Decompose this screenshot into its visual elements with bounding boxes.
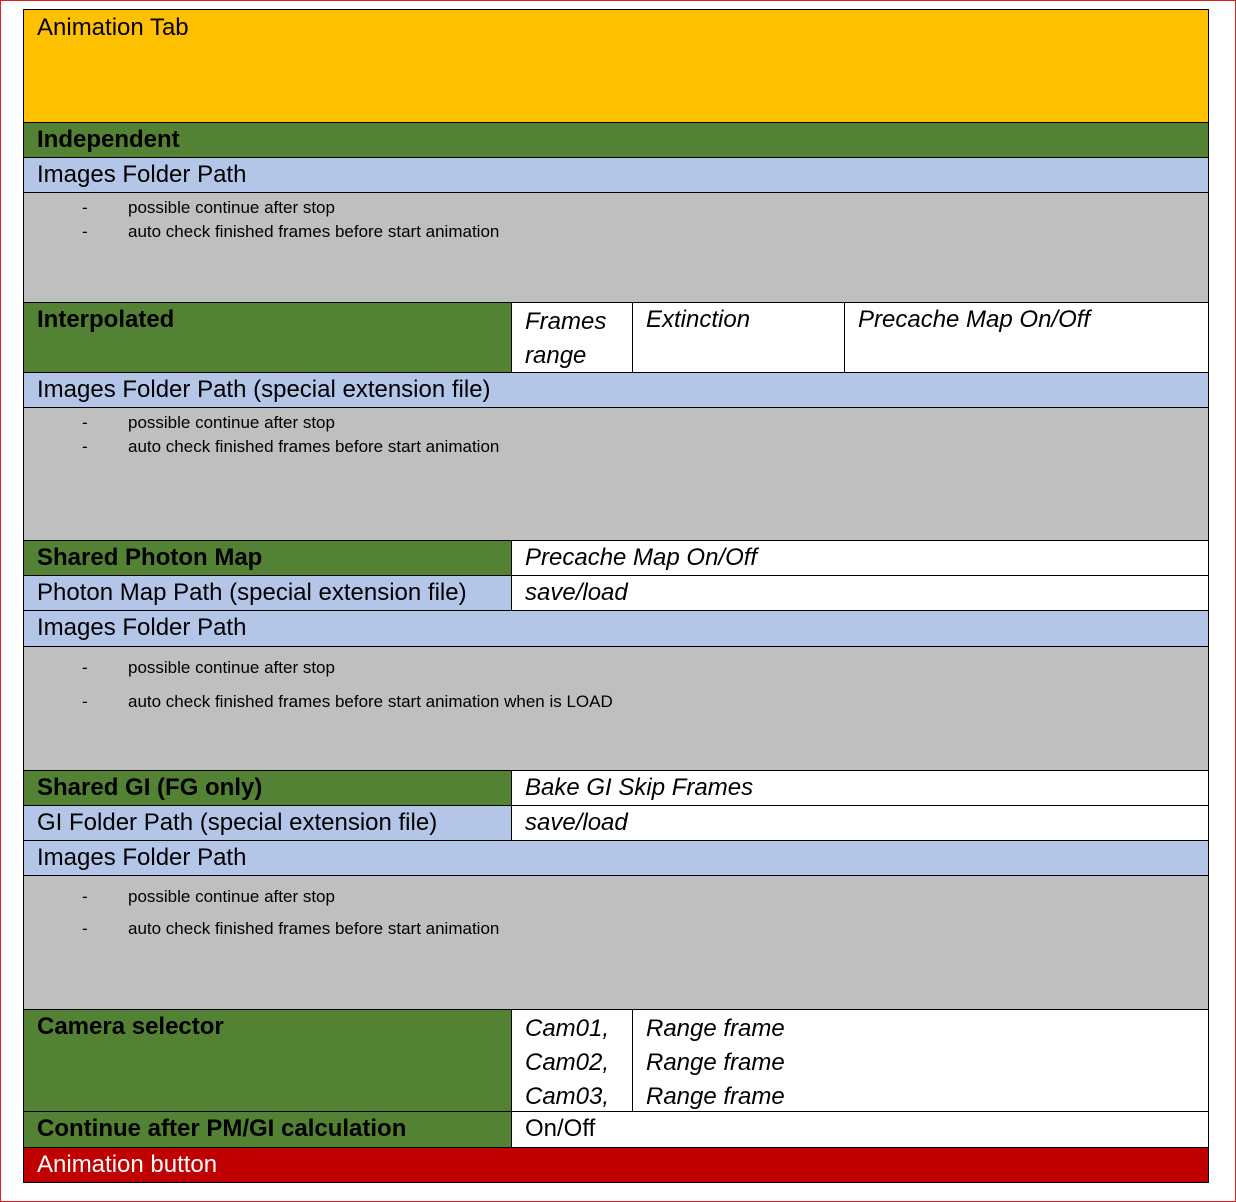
continue-label: Continue after PM/GI calculation: [37, 1115, 407, 1142]
title-row: [23, 9, 1209, 123]
continue-row: [23, 1111, 1209, 1148]
extinction-cell: [632, 302, 845, 373]
continue-label-cell: [23, 1111, 512, 1148]
interpolated-images-row: [23, 372, 1209, 408]
shared-gi-row: [23, 770, 1209, 806]
shared-photon-precache-cell: [511, 540, 1209, 576]
frames-range: Frames range: [525, 308, 607, 369]
shared-photon-images-path: Images Folder Path: [37, 614, 247, 641]
range-frame-item: Range frame: [646, 1015, 785, 1042]
gi-save-load-cell: [511, 805, 1209, 841]
shared-photon-precache: Precache Map On/Off: [525, 544, 758, 571]
shared-photon-header-cell: [23, 540, 512, 576]
gi-path-cell: [23, 805, 512, 841]
independent-notes: - possible continue after stop - auto check finished frames before start animation: [23, 192, 1209, 303]
camera-header-cell: [23, 1009, 512, 1112]
shared-gi-header: Shared GI (FG only): [37, 774, 263, 801]
continue-value: On/Off: [525, 1115, 596, 1142]
camera-range-cell: [632, 1009, 1209, 1112]
shared-gi-images-path: Images Folder Path: [37, 844, 247, 871]
independent-images-path: Images Folder Path: [37, 161, 247, 188]
interpolated-header: Interpolated: [37, 306, 175, 333]
gi-path: GI Folder Path (special extension file): [37, 809, 438, 836]
interpolated-row: [23, 302, 1209, 373]
interpolated-precache-cell: [844, 302, 1209, 373]
bake-gi-skip-frames: Bake GI Skip Frames: [525, 774, 754, 801]
independent-images-row: [23, 157, 1209, 193]
interpolated-notes: - possible continue after stop - auto check finished frames before start animation: [23, 407, 1209, 541]
animation-button[interactable]: [23, 1147, 1209, 1183]
photon-path-row: [23, 575, 1209, 611]
animation-button-label: Animation button: [37, 1151, 218, 1178]
camera-item: Cam01,: [525, 1015, 610, 1042]
extinction: Extinction: [646, 306, 751, 333]
frames-range-cell: [511, 302, 633, 373]
photon-path-cell: [23, 575, 512, 611]
range-frame-item: Range frame: [646, 1049, 785, 1076]
range-frame-item: Range frame: [646, 1083, 785, 1110]
independent-header-row: [23, 122, 1209, 158]
shared-photon-header: Shared Photon Map: [37, 544, 263, 571]
photon-save-load: save/load: [525, 579, 628, 606]
photon-path: Photon Map Path (special extension file): [37, 579, 467, 606]
gi-path-row: [23, 805, 1209, 841]
camera-item: Cam02,: [525, 1049, 610, 1076]
shared-photon-row: [23, 540, 1209, 576]
interpolated-images-path: Images Folder Path (special extension file): [37, 376, 491, 403]
page-title: Animation Tab: [37, 14, 189, 41]
shared-gi-images-row: [23, 840, 1209, 876]
interpolated-header-cell: [23, 302, 512, 373]
continue-value-cell: [511, 1111, 1209, 1148]
shared-gi-notes: - possible continue after stop - auto check finished frames before start animation: [23, 875, 1209, 1010]
shared-photon-images-row: [23, 610, 1209, 647]
gi-save-load: save/load: [525, 809, 628, 836]
interpolated-precache: Precache Map On/Off: [858, 306, 1091, 333]
photon-save-load-cell: [511, 575, 1209, 611]
camera-selector-row: [23, 1009, 1209, 1112]
camera-list-cell: [511, 1009, 633, 1112]
shared-photon-notes: - possible continue after stop - auto check finished frames before start animation when is LOAD: [23, 646, 1209, 771]
camera-item: Cam03,: [525, 1083, 610, 1110]
independent-header: Independent: [37, 126, 180, 153]
bake-gi-cell: [511, 770, 1209, 806]
camera-header: Camera selector: [37, 1013, 224, 1040]
shared-gi-header-cell: [23, 770, 512, 806]
